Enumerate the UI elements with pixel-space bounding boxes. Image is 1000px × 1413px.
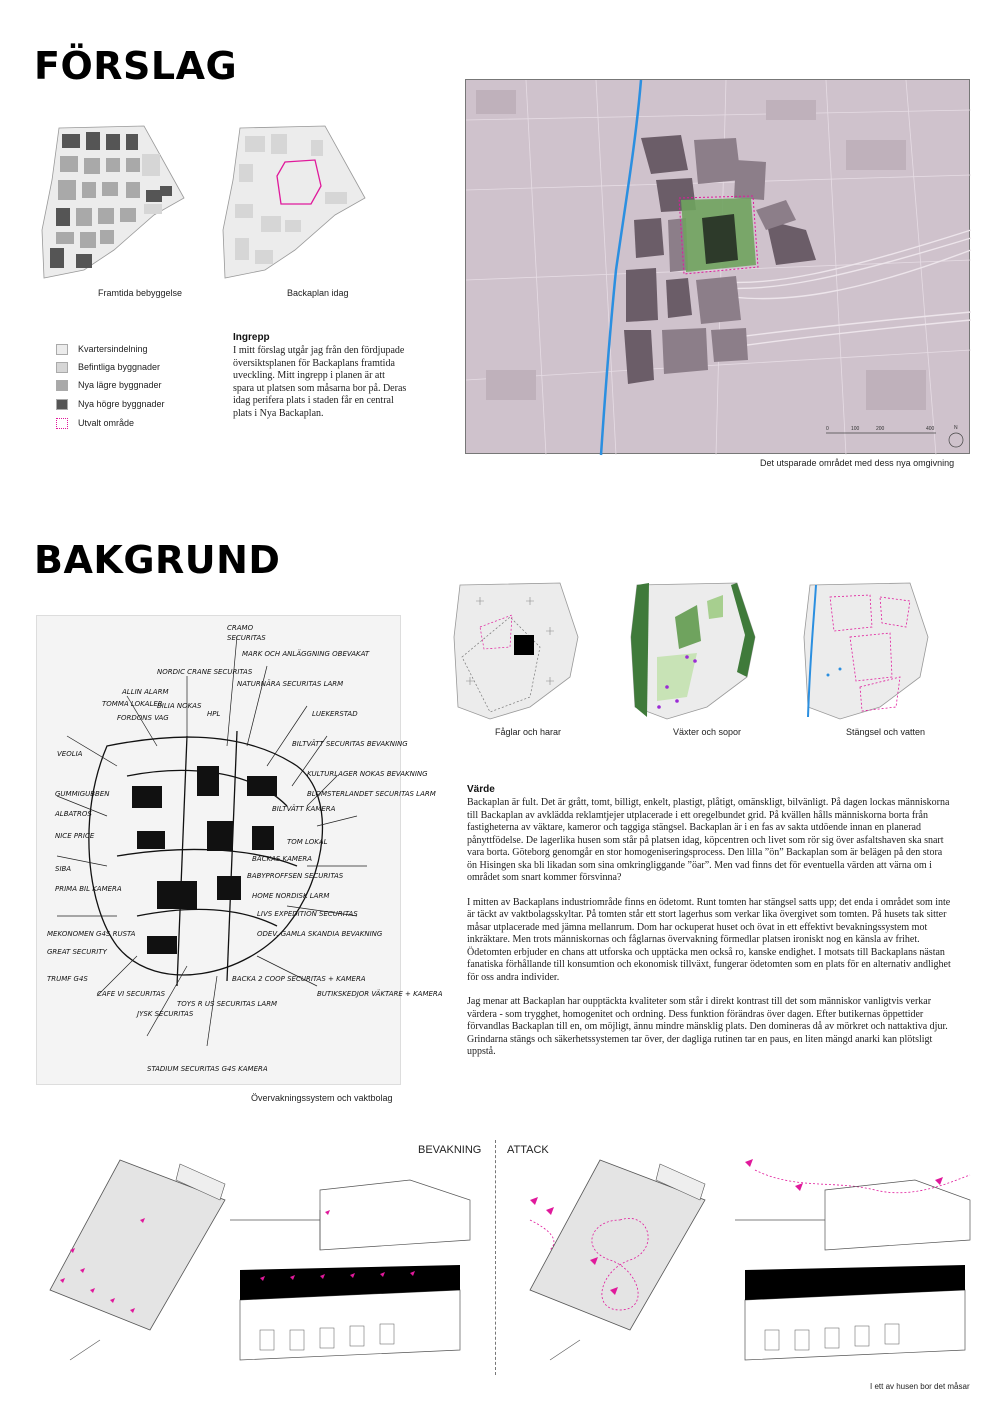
svg-text:LIVS EXPEDITION SECURITAS: LIVS EXPEDITION SECURITAS (257, 910, 358, 918)
svg-text:GREAT SECURITY: GREAT SECURITY (47, 948, 107, 956)
svg-text:CAFE VI SECURITAS: CAFE VI SECURITAS (97, 990, 166, 998)
svg-text:NATURNÄRA SECURITAS LARM: NATURNÄRA SECURITAS LARM (237, 680, 344, 688)
intervention-title: Ingrepp (233, 332, 270, 343)
legend-swatch (56, 380, 68, 391)
plan-legend (56, 342, 226, 432)
context-map (465, 79, 970, 454)
svg-text:SIBA: SIBA (55, 865, 72, 873)
svg-text:JYSK SECURITAS: JYSK SECURITAS (137, 1010, 194, 1018)
legend-swatch (56, 399, 68, 410)
legend-item: Nya lägre byggnader (56, 378, 162, 392)
scale-label: 400 (926, 426, 935, 432)
context-map-caption: Det utsparade området med dess nya omgivning (760, 458, 955, 468)
svg-text:NICE PRICE: NICE PRICE (55, 832, 95, 840)
scale-label: 200 (876, 426, 885, 432)
svg-text:BACKAS KAMERA: BACKAS KAMERA (252, 855, 313, 863)
svg-text:BLOMSTERLANDET SECURITAS LARM: BLOMSTERLANDET SECURITAS LARM (307, 790, 436, 798)
value-paragraph: I mitten av Backaplans industriområde finns en ödetomt. Runt tomten har stängsel satts upp; det enda i området som inte är täckt av vaktbolagsskyltar. På tomten står ett stort lagerhus som verkar lika övergivet som tomten. På husets tak sitter måsar utplacerade med jämna mellanrum. Dom har ockuperat huset och övat in ett effektivt bevakningssystem mot inkräktare. Men trots människornas och fåglarnas övervakning förmedlar platsen ironiskt nog en känsla av frihet. Ödetomten erbjuder en chans att utforska och upptäcka men också ro, kanske endighet. I motsats till Backaplans nästan fanatiska förhållande till konsumtion och ekonomisk tillväxt, fungerar ödetomten som en plats för en alternativ andlighet för oss andra individer. (467, 896, 951, 983)
svg-text:GUMMIGUBBEN: GUMMIGUBBEN (55, 790, 110, 798)
guard-label: BEVAKNING (418, 1144, 482, 1156)
legend-item: Nya högre byggnader (56, 397, 165, 411)
legend-item: Kvartersindelning (56, 342, 148, 356)
map-plants-litter (627, 577, 767, 722)
map-caption: Stängsel och vatten (846, 727, 926, 737)
svg-text:MEKONOMEN G4S RUSTA: MEKONOMEN G4S RUSTA (47, 930, 136, 938)
svg-text:CRAMO: CRAMO (227, 624, 254, 632)
svg-text:TRUMF G4S: TRUMF G4S (47, 975, 88, 983)
legend-item: Befintliga byggnader (56, 360, 160, 374)
svg-text:KULTURLAGER NOKAS BEVAKNING: KULTURLAGER NOKAS BEVAKNING (307, 770, 428, 778)
svg-text:NORDIC CRANE SECURITAS: NORDIC CRANE SECURITAS (157, 668, 253, 676)
legend-swatch (56, 362, 68, 373)
svg-text:TOMMA LOKALER: TOMMA LOKALER (102, 700, 163, 708)
svg-text:TOM LOKAL: TOM LOKAL (287, 838, 328, 846)
attack-label: ATTACK (507, 1144, 549, 1156)
svg-text:BILTVÄTT KAMERA: BILTVÄTT KAMERA (272, 805, 336, 813)
north-arrow-icon (949, 433, 963, 447)
today-plan-diagram (215, 120, 375, 285)
background-heading: BAKGRUND (34, 538, 281, 582)
north-label: N (954, 425, 958, 431)
attack-perspective-view (735, 1150, 975, 1360)
svg-text:FORDONS VAG: FORDONS VAG (117, 714, 169, 722)
attack-plan-view (520, 1160, 720, 1360)
svg-text:BILIA NOKAS: BILIA NOKAS (157, 702, 202, 710)
today-plan-caption: Backaplan idag (287, 288, 349, 298)
map-caption: Fåglar och harar (495, 727, 562, 737)
svg-text:BUTIKSKEDJOR VÄKTARE + KAMERA: BUTIKSKEDJOR VÄKTARE + KAMERA (317, 990, 443, 998)
future-plan-diagram (34, 120, 194, 285)
svg-text:HPL: HPL (207, 710, 221, 718)
svg-text:BILTVÄTT SECURITAS BEVAKNING: BILTVÄTT SECURITAS BEVAKNING (292, 740, 408, 748)
legend-item: Utvalt område (56, 416, 134, 430)
svg-text:ODEV. GAMLA SKANDIA BEVAKNING: ODEV. GAMLA SKANDIA BEVAKNING (257, 930, 383, 938)
map-birds-hares (450, 577, 590, 722)
guard-perspective-view (230, 1180, 470, 1360)
scale-label: 0 (826, 426, 829, 432)
surveillance-sketch (36, 615, 443, 1085)
section-divider (495, 1140, 496, 1375)
map-fences-water (800, 577, 940, 722)
sketch-caption: Övervakningssystem och vaktbolag (251, 1093, 393, 1103)
guard-caption: I ett av husen bor det måsar (870, 1382, 970, 1391)
svg-text:HOME NORDISK LARM: HOME NORDISK LARM (252, 892, 330, 900)
legend-swatch (56, 418, 68, 429)
svg-text:BACKA 2 COOP SECURITAS + KAMER: BACKA 2 COOP SECURITAS + KAMERA (232, 975, 366, 983)
svg-text:BABYPROFFSEN SECURITAS: BABYPROFFSEN SECURITAS (247, 872, 344, 880)
svg-text:PRIMA BIL KAMERA: PRIMA BIL KAMERA (55, 885, 122, 893)
value-title: Värde (467, 784, 495, 795)
svg-text:LUEKERSTAD: LUEKERSTAD (312, 710, 358, 718)
svg-text:TOYS R US SECURITAS LARM: TOYS R US SECURITAS LARM (177, 1000, 278, 1008)
svg-text:SECURITAS: SECURITAS (227, 634, 266, 642)
legend-swatch (56, 344, 68, 355)
svg-text:VEOLIA: VEOLIA (57, 750, 83, 758)
map-caption: Växter och sopor (673, 727, 742, 737)
future-plan-caption: Framtida bebyggelse (98, 288, 183, 298)
value-text (467, 797, 952, 1071)
guard-plan-view (40, 1160, 230, 1360)
svg-text:ALLIN ALARM: ALLIN ALARM (122, 688, 169, 696)
value-paragraph: Backaplan är fult. Det är grått, tomt, billigt, enkelt, plastigt, plåtigt, omänskligt, bilvänligt. På dagen lockas människorna till Backaplan av avklädda reklamtjejer utplacerade i ett oregelbundet grid. På kvällen hålls människorna borta från fastigheterna av väktare, kameror och taggiga stängsel. Backaplan är i en fas av sakta utdöende innan en planerad pånyttfödelse. De lagerlika husen som står på platsen idag, köpcentren och livet som rör sig över asfaltshaven ska snart vara borta. Göteborg genomgår en stor homogeniseringsprocess. Den lilla ”ön” Backaplan som är belägen på den stora ön Hisingen ska bli likadan som sina omkringliggande ”öar”. Men vad finns det för eventuella värden att värna om i området som snart kommer försvinna? (467, 797, 950, 883)
intervention-text: I mitt förslag utgår jag från den fördjupade översiktsplanen för Backaplans framtida uveckling. Mitt ingrepp i planen är att spara ut platsen som måsarna bor på. Deras idag perifera plats i staden får en central plats i Nya Backaplan. (233, 345, 407, 419)
proposal-heading: FÖRSLAG (34, 44, 238, 88)
value-paragraph: Jag menar att Backaplan har oupptäckta kvaliteter som står i direkt kontrast till det som människor vanligtvis verkar värdera - som trygghet, homogenitet och ordning. Dess funktion förändras över dagen. Efter butikernas öppettider förvandlas Backaplan till en, om möjligt, ännu mindre mänsklig plats. Den domineras då av mörkret och nattaktiva djur. Grindarna stängs och säkerhetssystemen tar över, der dagliga rutinen tar en paus, en liten mängd anarki kan plötsligt uppstå. (467, 996, 948, 1057)
svg-text:MARK OCH ANLÄGGNING OBEVAKAT: MARK OCH ANLÄGGNING OBEVAKAT (242, 650, 370, 658)
svg-text:STADIUM SECURITAS G4S KAMERA: STADIUM SECURITAS G4S KAMERA (147, 1065, 268, 1073)
scale-label: 100 (851, 426, 860, 432)
svg-text:ALBATROS: ALBATROS (55, 810, 92, 818)
